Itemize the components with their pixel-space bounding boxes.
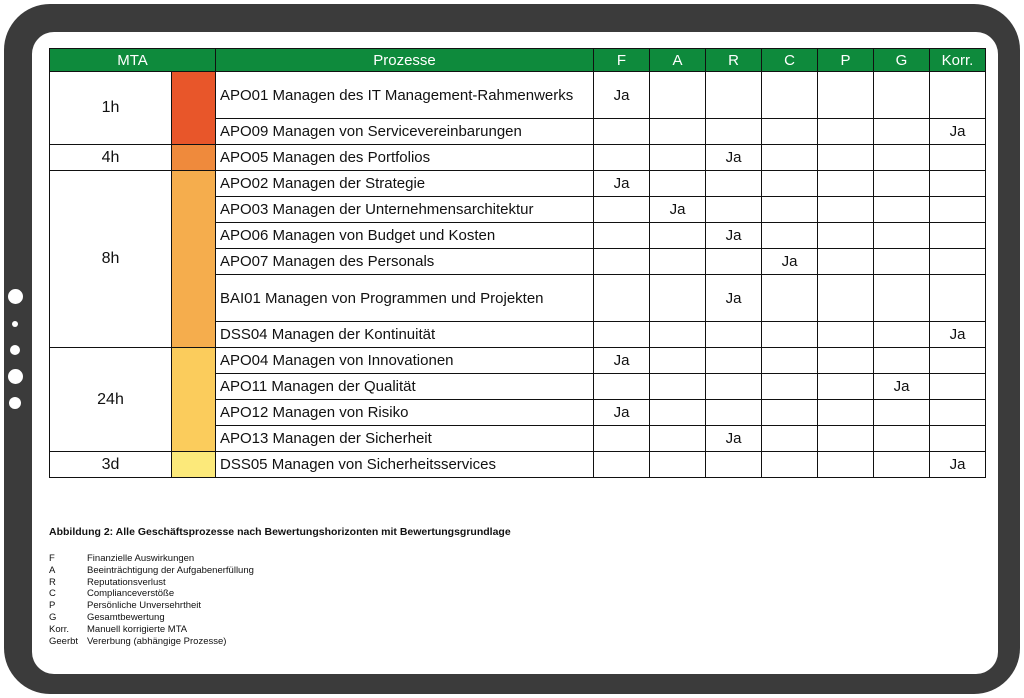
flag-f: Ja (594, 400, 650, 426)
flag-p (818, 452, 874, 478)
legend-item (49, 624, 254, 636)
flag-r (706, 119, 762, 145)
flag-f (594, 145, 650, 171)
flag-korr (930, 249, 986, 275)
legend-key: Geerbt (49, 635, 79, 647)
figure-caption: Abbildung 2: Alle Geschäftsprozesse nach Bewertungshorizonten mit Bewertungsgrundlage (49, 526, 511, 538)
flag-korr: Ja (930, 452, 986, 478)
flag-p (818, 145, 874, 171)
legend-key: Korr. (49, 623, 70, 635)
flag-c (762, 374, 818, 400)
legend-key: P (49, 600, 56, 612)
side-dot-1 (8, 289, 23, 304)
flag-g (874, 322, 930, 348)
mta-cell-4h: 4h (50, 145, 172, 171)
flag-a (650, 275, 706, 322)
process-name: APO12 Managen von Risiko (216, 400, 594, 426)
flag-r (706, 322, 762, 348)
flag-r (706, 374, 762, 400)
legend-desc: Gesamtbewertung (87, 611, 165, 623)
flag-a (650, 322, 706, 348)
mta-color-1h (172, 72, 216, 145)
flag-c: Ja (762, 249, 818, 275)
flag-a (650, 452, 706, 478)
flag-g (874, 400, 930, 426)
flag-korr (930, 171, 986, 197)
flag-a (650, 426, 706, 452)
flag-c (762, 452, 818, 478)
flag-korr (930, 374, 986, 400)
flag-c (762, 400, 818, 426)
flag-korr (930, 400, 986, 426)
flag-g (874, 145, 930, 171)
mta-color-24h (172, 348, 216, 452)
flag-korr (930, 348, 986, 374)
flag-a (650, 223, 706, 249)
flag-p (818, 400, 874, 426)
legend-item (49, 612, 254, 624)
flag-f: Ja (594, 72, 650, 119)
flag-korr (930, 223, 986, 249)
table-row (50, 72, 986, 119)
process-name: APO07 Managen des Personals (216, 249, 594, 275)
flag-r: Ja (706, 275, 762, 322)
flag-f (594, 197, 650, 223)
legend-desc: Reputationsverlust (87, 576, 166, 588)
flag-r: Ja (706, 223, 762, 249)
flag-r (706, 400, 762, 426)
flag-a (650, 145, 706, 171)
legend-desc: Vererbung (abhängige Prozesse) (87, 635, 227, 647)
legend-key: C (49, 588, 56, 600)
flag-r (706, 171, 762, 197)
legend-desc: Persönliche Unversehrtheit (87, 600, 202, 612)
flag-f: Ja (594, 348, 650, 374)
table-row (50, 145, 986, 171)
flag-g (874, 275, 930, 322)
flag-korr: Ja (930, 322, 986, 348)
flag-p (818, 426, 874, 452)
flag-f (594, 426, 650, 452)
header-g: G (874, 49, 930, 72)
process-name: BAI01 Managen von Programmen und Projekten (216, 275, 594, 322)
process-name: APO05 Managen des Portfolios (216, 145, 594, 171)
flag-p (818, 275, 874, 322)
header-prozesse: Prozesse (216, 49, 594, 72)
header-r: R (706, 49, 762, 72)
flag-r (706, 72, 762, 119)
flag-a: Ja (650, 197, 706, 223)
header-p: P (818, 49, 874, 72)
flag-f (594, 322, 650, 348)
legend-key: G (49, 611, 57, 623)
flag-f (594, 119, 650, 145)
flag-g (874, 426, 930, 452)
table-row (50, 348, 986, 374)
flag-c (762, 348, 818, 374)
legend-desc: Beeinträchtigung der Aufgabenerfüllung (87, 564, 254, 576)
flag-g: Ja (874, 374, 930, 400)
flag-p (818, 249, 874, 275)
legend-key: R (49, 576, 56, 588)
flag-p (818, 223, 874, 249)
header-a: A (650, 49, 706, 72)
process-name: APO09 Managen von Servicevereinbarungen (216, 119, 594, 145)
flag-p (818, 374, 874, 400)
process-name: APO02 Managen der Strategie (216, 171, 594, 197)
header-row (50, 49, 986, 72)
mta-cell-1h: 1h (50, 72, 172, 145)
flag-a (650, 171, 706, 197)
flag-r: Ja (706, 145, 762, 171)
table-row (50, 171, 986, 197)
mta-cell-8h: 8h (50, 171, 172, 348)
flag-c (762, 145, 818, 171)
flag-korr: Ja (930, 119, 986, 145)
flag-p (818, 72, 874, 119)
process-table (49, 48, 986, 478)
flag-r: Ja (706, 426, 762, 452)
legend (49, 553, 254, 647)
legend-key: A (49, 564, 56, 576)
side-dot-4 (8, 369, 23, 384)
side-dot-5 (9, 397, 21, 409)
flag-f (594, 452, 650, 478)
screen (32, 32, 998, 674)
flag-a (650, 249, 706, 275)
flag-f (594, 374, 650, 400)
flag-f (594, 249, 650, 275)
mta-cell-3d: 3d (50, 452, 172, 478)
legend-key: F (49, 553, 55, 564)
process-name: DSS05 Managen von Sicherheitsservices (216, 452, 594, 478)
flag-f (594, 223, 650, 249)
flag-g (874, 452, 930, 478)
mta-cell-24h: 24h (50, 348, 172, 452)
flag-korr (930, 275, 986, 322)
flag-g (874, 119, 930, 145)
flag-f (594, 275, 650, 322)
flag-p (818, 322, 874, 348)
flag-a (650, 348, 706, 374)
flag-korr (930, 145, 986, 171)
legend-item (49, 565, 254, 577)
flag-p (818, 197, 874, 223)
header-mta: MTA (50, 49, 216, 72)
legend-item (49, 600, 254, 612)
legend-desc: Manuell korrigierte MTA (87, 623, 188, 635)
flag-g (874, 249, 930, 275)
mta-color-3d (172, 452, 216, 478)
flag-p (818, 171, 874, 197)
legend-desc: Complianceverstöße (87, 588, 175, 600)
flag-a (650, 400, 706, 426)
flag-a (650, 374, 706, 400)
process-name: APO03 Managen der Unternehmensarchitektur (216, 197, 594, 223)
flag-p (818, 348, 874, 374)
legend-item (49, 553, 254, 565)
legend-item (49, 577, 254, 589)
flag-c (762, 197, 818, 223)
flag-c (762, 72, 818, 119)
flag-c (762, 171, 818, 197)
process-name: APO13 Managen der Sicherheit (216, 426, 594, 452)
flag-g (874, 348, 930, 374)
flag-r (706, 249, 762, 275)
flag-g (874, 171, 930, 197)
legend-item (49, 636, 254, 648)
process-name: APO01 Managen des IT Management-Rahmenwerks (216, 72, 594, 119)
flag-p (818, 119, 874, 145)
table-row (50, 452, 986, 478)
process-name: DSS04 Managen der Kontinuität (216, 322, 594, 348)
flag-r (706, 452, 762, 478)
flag-g (874, 223, 930, 249)
legend-item (49, 588, 254, 600)
flag-a (650, 72, 706, 119)
flag-korr (930, 426, 986, 452)
mta-color-8h (172, 171, 216, 348)
flag-c (762, 426, 818, 452)
process-name: APO06 Managen von Budget und Kosten (216, 223, 594, 249)
header-c: C (762, 49, 818, 72)
flag-c (762, 275, 818, 322)
side-dot-2 (12, 321, 18, 327)
flag-r (706, 348, 762, 374)
process-name: APO11 Managen der Qualität (216, 374, 594, 400)
flag-korr (930, 197, 986, 223)
flag-g (874, 197, 930, 223)
flag-c (762, 119, 818, 145)
flag-c (762, 223, 818, 249)
process-name: APO04 Managen von Innovationen (216, 348, 594, 374)
flag-f: Ja (594, 171, 650, 197)
tablet-frame (4, 4, 1020, 694)
flag-c (762, 322, 818, 348)
legend-desc: Finanzielle Auswirkungen (87, 553, 195, 564)
side-dot-3 (10, 345, 20, 355)
flag-r (706, 197, 762, 223)
flag-korr (930, 72, 986, 119)
header-f: F (594, 49, 650, 72)
header-korr: Korr. (930, 49, 986, 72)
flag-g (874, 72, 930, 119)
mta-color-4h (172, 145, 216, 171)
flag-a (650, 119, 706, 145)
